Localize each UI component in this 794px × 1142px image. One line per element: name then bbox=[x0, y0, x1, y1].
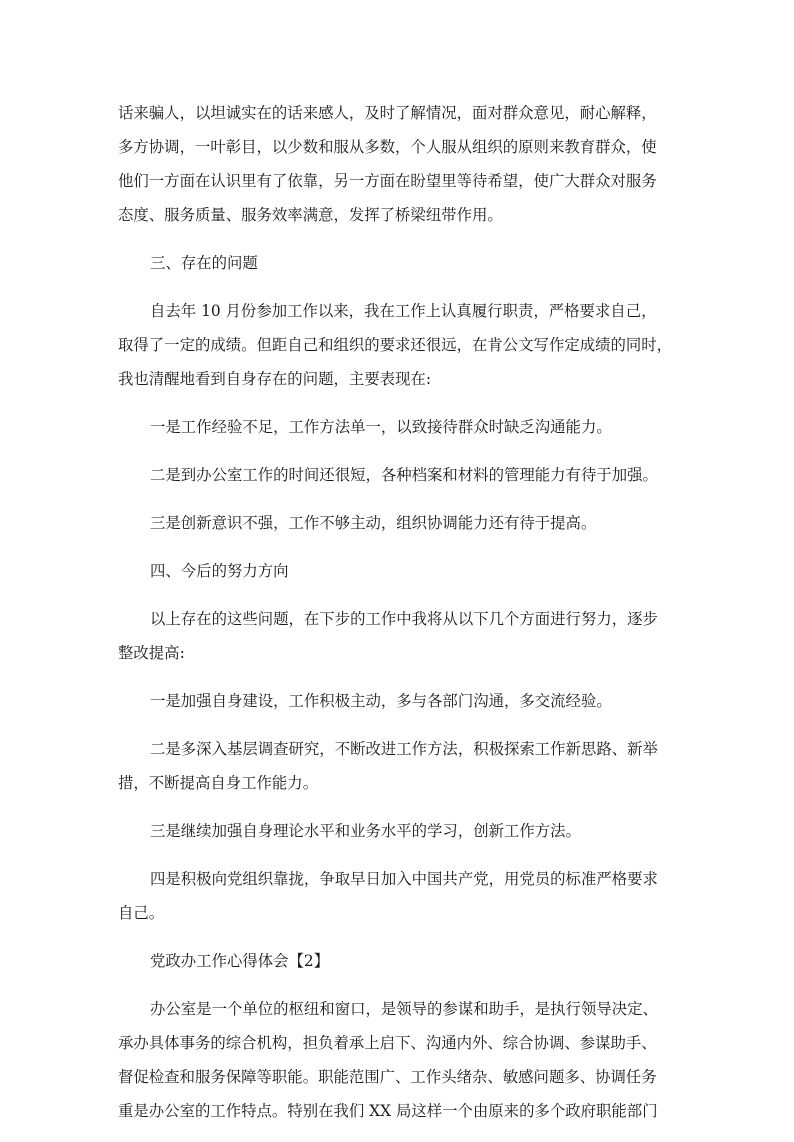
paragraph-p2 bbox=[118, 246, 686, 280]
text-line: 督促检查和服务保障等职能。职能范围广、工作头绪杂、敏感问题多、协调任务 bbox=[118, 1068, 657, 1086]
text-line: 一是加强自身建设，工作积极主动，多与各部门沟通，多交流经验。 bbox=[150, 692, 612, 710]
paragraph-p11 bbox=[118, 814, 686, 848]
text-line: 取得了一定的成绩。但距自己和组织的要求还很远，在肯公文写作定成绩的同时， bbox=[118, 336, 673, 354]
text-line: 二是多深入基层调查研究，不断改进工作方法，积极探索工作新思路、新举 bbox=[150, 740, 658, 758]
paragraph-p4 bbox=[118, 410, 686, 444]
paragraph-p3 bbox=[118, 294, 686, 396]
text-line: 承办具体事务的综合机构，担负着承上启下、沟通内外、综合协调、参谋助手、 bbox=[118, 1034, 657, 1052]
text-line: 多方协调，一叶彰目，以少数和服从多数，个人服从组织的原则来教育群众，使 bbox=[118, 138, 657, 156]
text-line: 我也清醒地看到自身存在的问题，主要表现在: bbox=[118, 370, 431, 388]
text-line: 四、今后的努力方向 bbox=[150, 562, 289, 580]
text-line: 措，不断提高自身工作能力。 bbox=[118, 774, 319, 792]
paragraph-p10 bbox=[118, 732, 686, 800]
document-body bbox=[118, 96, 686, 1142]
text-line: 整改提高: bbox=[118, 644, 185, 662]
text-line: 重是办公室的工作特点。特别在我们 XX 局这样一个由原来的多个政府职能部门 bbox=[118, 1102, 658, 1120]
paragraph-p5 bbox=[118, 458, 686, 492]
text-line: 态度、服务质量、服务效率满意，发挥了桥梁纽带作用。 bbox=[118, 206, 503, 224]
text-line: 以上存在的这些问题，在下步的工作中我将从以下几个方面进行努力，逐步 bbox=[150, 610, 658, 628]
text-line: 三、存在的问题 bbox=[150, 254, 258, 272]
paragraph-p12 bbox=[118, 862, 686, 930]
paragraph-p6 bbox=[118, 506, 686, 540]
paragraph-p1 bbox=[118, 96, 686, 232]
text-line: 四是积极向党组织靠拢，争取早日加入中国共产党，用党员的标准严格要求 bbox=[150, 870, 658, 888]
text-line: 二是到办公室工作的时间还很短，各种档案和材料的管理能力有待于加强。 bbox=[150, 466, 658, 484]
paragraph-p7 bbox=[118, 554, 686, 588]
text-line: 党政办工作心得体会【2】 bbox=[150, 952, 330, 970]
paragraph-p9 bbox=[118, 684, 686, 718]
text-line: 一是工作经验不足，工作方法单一，以致接待群众时缺乏沟通能力。 bbox=[150, 418, 612, 436]
text-line: 话来骗人，以坦诚实在的话来感人，及时了解情况，面对群众意见，耐心解释， bbox=[118, 104, 657, 122]
text-line: 自去年 10 月份参加工作以来，我在工作上认真履行职责，严格要求自己， bbox=[150, 302, 657, 320]
text-line: 三是继续加强自身理论水平和业务水平的学习，创新工作方法。 bbox=[150, 822, 581, 840]
text-line: 自己。 bbox=[118, 904, 165, 922]
paragraph-p14 bbox=[118, 992, 686, 1128]
paragraph-p8 bbox=[118, 602, 686, 670]
paragraph-p13 bbox=[118, 944, 686, 978]
text-line: 他们一方面在认识里有了依靠，另一方面在盼望里等待希望，使广大群众对服务 bbox=[118, 172, 657, 190]
text-line: 三是创新意识不强，工作不够主动，组织协调能力还有待于提高。 bbox=[150, 514, 597, 532]
text-line: 办公室是一个单位的枢纽和窗口，是领导的参谋和助手，是执行领导决定、 bbox=[150, 1000, 658, 1018]
